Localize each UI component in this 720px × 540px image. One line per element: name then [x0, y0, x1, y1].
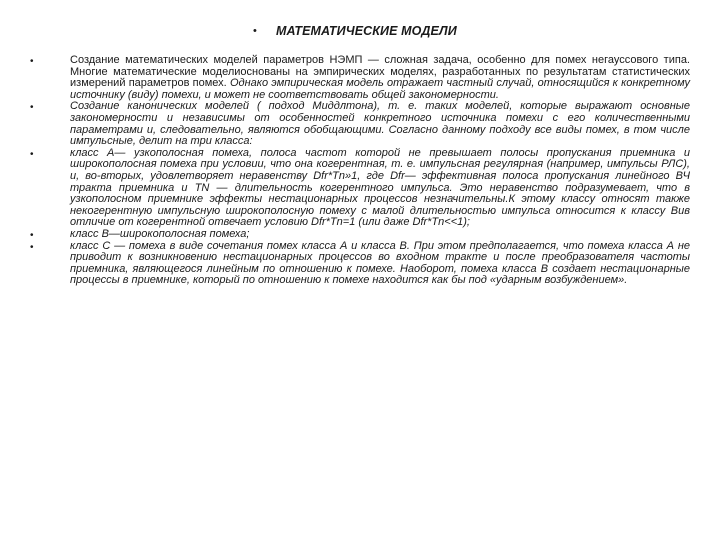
item-text	[70, 55, 690, 101]
title-bullet: •	[253, 25, 257, 37]
list-item	[0, 101, 720, 147]
bullet-dot: •	[30, 56, 34, 67]
item-text-italic: Однако эмпирическая модель отражает частный случай, относящийся к конкретному источнику (виду) помехи, и может не соответствовать общей закономерности.	[70, 77, 691, 101]
item-text-italic: класс В—широкополосная помеха;	[70, 227, 250, 240]
title-row	[0, 22, 720, 40]
item-text-italic: Создание канонических моделей ( подход Миддлтона), т. е. таких моделей, которые выражают основные закономерности и независимы от особенностей конкретного источника помехи с его количественными параметрами и, следовательно, являются обобщающими. Согласно данному подходу все виды помех, в том числе импульсные, делит на три класса:	[70, 100, 690, 148]
bullet-dot: •	[30, 241, 34, 253]
list-item	[0, 148, 720, 229]
item-text-italic: класс С — помеха в виде сочетания помех класса А и класса В. При этом предполагается, что помеха класса А не приводит к возникновению нестационарных процессов во входном тракте и после преобразователя частоты приемника, являющегося линейным по отношению к помехе. Наоборот, помеха класса В создает нестационарные процессы в приемнике, который по отношению к помехе находится как бы под «ударным возбуждением».	[70, 239, 690, 287]
list-item	[0, 241, 720, 287]
item-text-italic: класс А— узкополосная помеха, полоса частот которой не превышает полосы пропускания приемника и широкополосная помеха при условии, что она когерентная, т. е. импульсная регулярная (например, импульсы РЛС), и, во-вторых, удовлетворяет неравенству Dfr*Tn»1, где Dfr— эффективная полоса пропускания линейного ВЧ тракта приемника и TN — длительность когерентного импульса. Это неравенство подразумевает, что в узкополосном приемнике эффекты нестационарных процессов незначительны.К этому классу относят также некогерентную импульсную широкополосную помеху с малой длительностью импульса относится к классу Вив отличие от когерентной отвечает условию Dfr*Tn=1 (или даже Dfr*Tn<<1);	[70, 146, 690, 229]
item-text	[70, 148, 690, 229]
slide-title: МАТЕМАТИЧЕСКИЕ МОДЕЛИ	[276, 24, 457, 38]
bullet-dot: •	[30, 102, 34, 114]
list-item	[0, 55, 720, 101]
bullet-list	[0, 55, 720, 287]
item-text	[70, 101, 690, 147]
bullet-dot: •	[30, 229, 34, 241]
item-text-normal: Создание математических моделей параметров НЭМП — сложная задача, особенно для помех негауссового типа. Многие математические моделиоснованы на эмпирических моделях, разработанных по результатам статистических измерений параметров помех.	[70, 54, 690, 90]
bullet-dot: •	[30, 148, 34, 160]
item-text	[70, 241, 690, 287]
